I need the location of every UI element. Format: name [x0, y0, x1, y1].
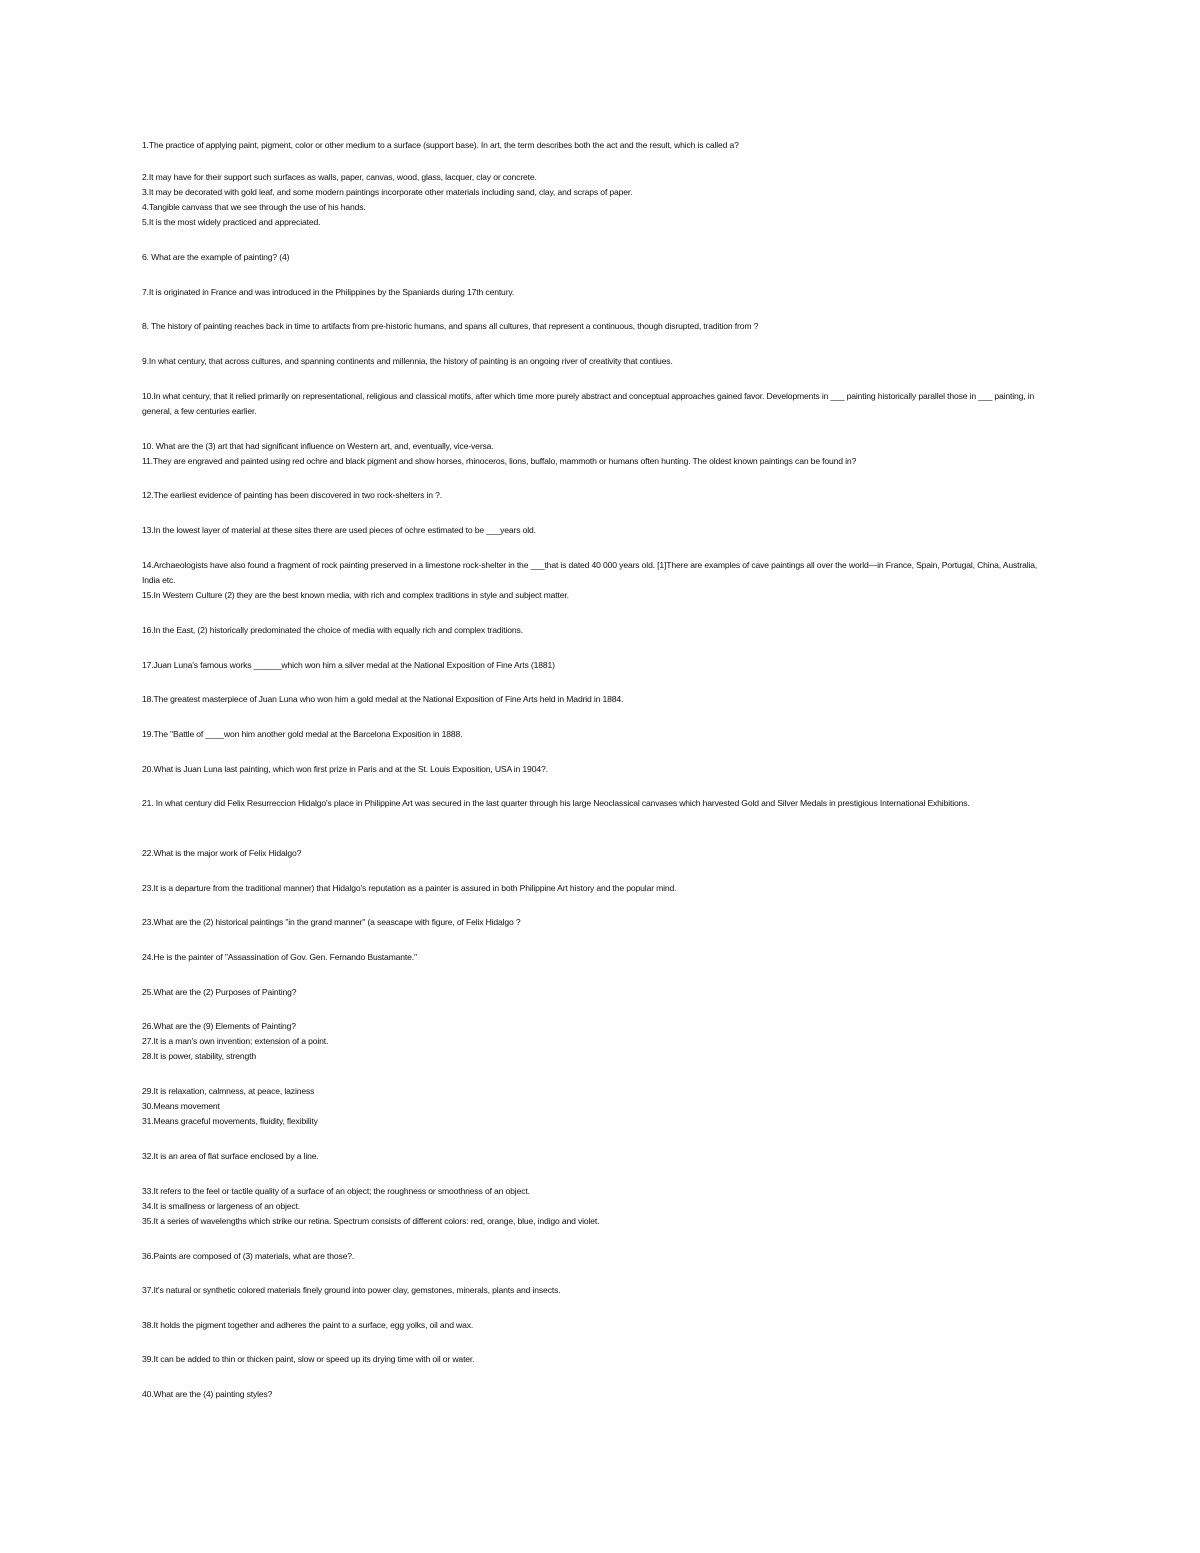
- question-5: 5.It is the most widely practiced and appreciated.: [142, 217, 321, 227]
- question-6: 6. What are the example of painting? (4): [142, 252, 290, 262]
- question-1: 1.The practice of applying paint, pigment, color or other medium to a surface (support base). In art, the term describes both the act and the result, which is called a?: [142, 140, 739, 150]
- question-14: 14.Archaeologists have also found a fragment of rock painting preserved in a limestone rock-shelter in the ___that is dated 40 000 years old. [1]There are examples of cave paintings all over the world—in France, Spain, Portugal, China, Australia, India etc.: [142, 560, 1038, 585]
- question-10: 10.In what century, that it relied primarily on representational, religious and classical motifs, after which time more purely abstract and conceptual approaches gained favor. Developments in ___ painting historically parallel those in ___ painting, in general, a few centuries earlier.: [142, 391, 1035, 416]
- question-17: 17.Juan Luna's famous works ______which won him a silver medal at the National Exposition of Fine Arts (1881): [142, 660, 555, 670]
- question-11: 11.They are engraved and painted using red ochre and black pigment and show horses, rhinoceros, lions, buffalo, mammoth or humans often hunting. The oldest known paintings can be found in?: [142, 456, 857, 466]
- question-24: 24.He is the painter of "Assassination of Gov. Gen. Fernando Bustamante.": [142, 952, 417, 962]
- question-26: 26.What are the (9) Elements of Painting?: [142, 1021, 296, 1031]
- question-22: 22.What is the major work of Felix Hidalgo?: [142, 848, 302, 858]
- question-36: 36.Paints are composed of (3) materials, what are those?.: [142, 1251, 355, 1261]
- question-18: 18.The greatest masterpiece of Juan Luna who won him a gold medal at the National Exposition of Fine Arts held in Madrid in 1884.: [142, 694, 624, 704]
- question-8: 8. The history of painting reaches back in time to artifacts from pre-historic humans, and spans all cultures, that represent a continuous, though disrupted, tradition from ?: [142, 321, 759, 331]
- question-32: 32.It is an area of flat surface enclosed by a line.: [142, 1151, 319, 1161]
- question-2: 2.It may have for their support such surfaces as walls, paper, canvas, wood, glass, lacquer, clay or concrete.: [142, 172, 537, 182]
- question-34: 34.It is smallness or largeness of an object.: [142, 1201, 301, 1211]
- question-28: 28.It is power, stability, strength: [142, 1051, 257, 1061]
- question-21: 21. In what century did Felix Resurreccion Hidalgo's place in Philippine Art was secured in the last quarter through his large Neoclassical canvases which harvested Gold and Silver Medals in prestigious International Exhibitions.: [142, 798, 970, 808]
- question-35: 35.It a series of wavelengths which strike our retina. Spectrum consists of different colors: red, orange, blue, indigo and violet.: [142, 1216, 600, 1226]
- question-9: 9.In what century, that across cultures, and spanning continents and millennia, the history of painting is an ongoing river of creativity that contiues.: [142, 356, 673, 366]
- question-30: 30.Means movement: [142, 1101, 220, 1111]
- question-23: 23.It is a departure from the traditional manner) that Hidalgo's reputation as a painter is assured in both Philippine Art history and the popular mind.: [142, 883, 677, 893]
- question-25: 25.What are the (2) Purposes of Painting?: [142, 987, 297, 997]
- question-39: 39.It can be added to thin or thicken paint, slow or speed up its drying time with oil or water.: [142, 1354, 475, 1364]
- question-20: 20.What is Juan Luna last painting, which won first prize in Paris and at the St. Louis Exposition, USA in 1904?.: [142, 764, 548, 774]
- question-40: 40.What are the (4) painting styles?: [142, 1389, 273, 1399]
- question-37: 37.It's natural or synthetic colored materials finely ground into power clay, gemstones, minerals, plants and insects.: [142, 1285, 561, 1295]
- question-29: 29.It is relaxation, calmness, at peace, laziness: [142, 1086, 315, 1096]
- question-13: 13.In the lowest layer of material at these sites there are used pieces of ochre estimated to be ___years old.: [142, 525, 536, 535]
- question-19: 19.The "Battle of ____won him another gold medal at the Barcelona Exposition in 1888.: [142, 729, 463, 739]
- question-31: 31.Means graceful movements, fluidity, flexibility: [142, 1116, 318, 1126]
- question-15: 15.In Western Culture (2) they are the best known media, with rich and complex traditions in style and subject matter.: [142, 590, 569, 600]
- question-27: 27.It is a man's own invention; extension of a point.: [142, 1036, 329, 1046]
- question-23b: 23.What are the (2) historical paintings "in the grand manner" (a seascape with figure, of Felix Hidalgo ?: [142, 917, 521, 927]
- question-12: 12.The earliest evidence of painting has been discovered in two rock-shelters in ?.: [142, 490, 442, 500]
- question-4: 4.Tangible canvass that we see through the use of his hands.: [142, 202, 366, 212]
- question-38: 38.It holds the pigment together and adheres the paint to a surface, egg yolks, oil and wax.: [142, 1320, 474, 1330]
- question-16: 16.In the East, (2) historically predominated the choice of media with equally rich and complex traditions.: [142, 625, 523, 635]
- question-3: 3.It may be decorated with gold leaf, and some modern paintings incorporate other materials including sand, clay, and scraps of paper.: [142, 187, 633, 197]
- question-7: 7.It is originated in France and was introduced in the Philippines by the Spaniards during 17th century.: [142, 287, 515, 297]
- question-10b: 10. What are the (3) art that had significant influence on Western art, and, eventually, vice-versa.: [142, 441, 494, 451]
- question-33: 33.It refers to the feel or tactile quality of a surface of an object; the roughness or smoothness of an object.: [142, 1186, 530, 1196]
